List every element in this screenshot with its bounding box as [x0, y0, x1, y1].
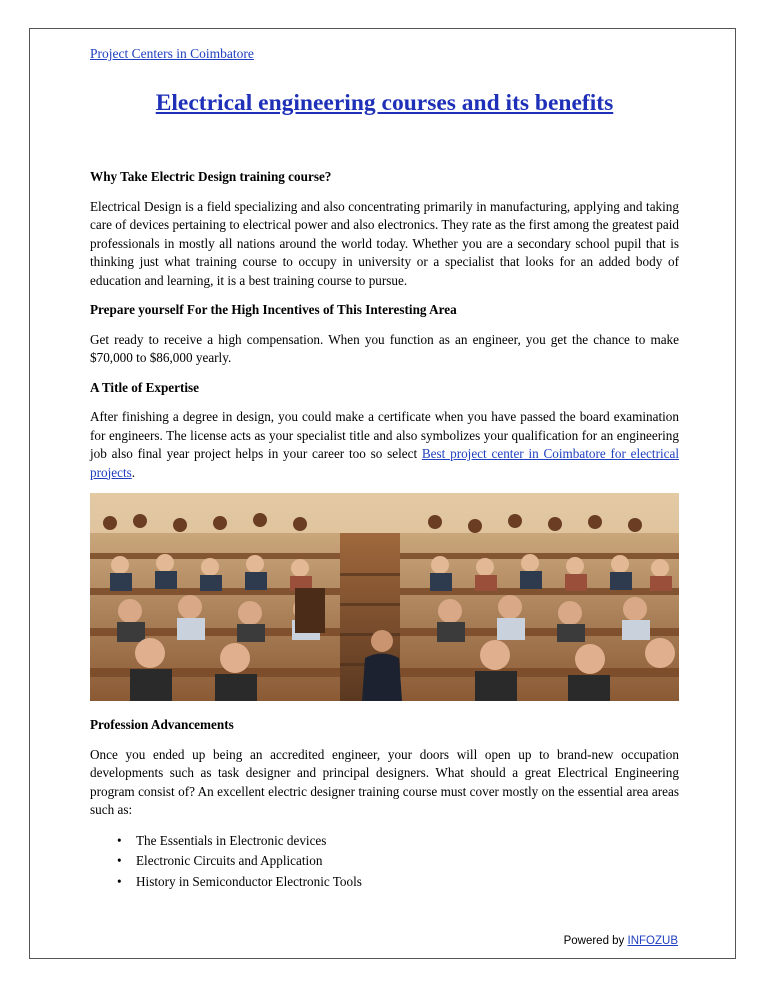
section-heading-expertise: A Title of Expertise — [90, 379, 200, 395]
section-heading-why: Why Take Electric Design training course? — [90, 169, 332, 184]
article-body — [90, 168, 679, 892]
expertise-text: After finishing a degree in design, you could make a certificate when you have passed the board examination for engineers. The license acts as your specialist title and also symbolizes your qualification for an engineering job also final year project helps in your career too so select — [90, 409, 679, 461]
section-body-expertise — [90, 408, 679, 482]
project-center-link[interactable]: Best project center in Coimbatore for electrical projects — [90, 446, 679, 480]
expertise-text-end: . — [131, 464, 136, 480]
section-body-advancements: Once you ended up being an accredited engineer, your doors will open up to brand-new occupation developments such as task designer and principal designers. What should a great Electrical Engineering program consist of? An excellent electric designer training course must cover mostly on the essential area areas such as: — [90, 746, 679, 817]
page-title: Electrical engineering courses and its benefits — [155, 90, 614, 116]
section-heading-incentives: Prepare yourself For the High Incentives of This Interesting Area — [90, 302, 457, 317]
list-item: • History in Semiconductor Electronic Tools — [136, 872, 679, 893]
topics-list — [90, 831, 679, 893]
footer-prefix: Powered by — [563, 935, 628, 947]
section-body-why: Electrical Design is a field specializing and also concentrating primarily in manufacturing, applying and taking care of devices pertaining to electrical power and also electronics. They rate as the first among the greatest paid professionals in mostly all nations around the world today. Whether you are a secondary school pupil that is thinking just what training course to occupy in university or a specialist that looks for an added body of education and learning, it is a best training course to pursue. — [90, 198, 679, 288]
section-heading-advancements: Profession Advancements — [90, 717, 234, 732]
footer — [564, 935, 678, 947]
header-link[interactable]: Project Centers in Coimbatore — [90, 46, 254, 61]
lecture-hall-photo — [90, 493, 679, 701]
list-item: • Electronic Circuits and Application — [136, 851, 679, 872]
list-item: • The Essentials in Electronic devices — [136, 831, 679, 852]
infozub-link[interactable]: INFOZUB — [627, 935, 678, 947]
section-body-incentives: Get ready to receive a high compensation. When you function as an engineer, you get the chance to make $70,000 to $86,000 yearly. — [90, 331, 679, 365]
lecture-hall-image — [90, 493, 679, 701]
